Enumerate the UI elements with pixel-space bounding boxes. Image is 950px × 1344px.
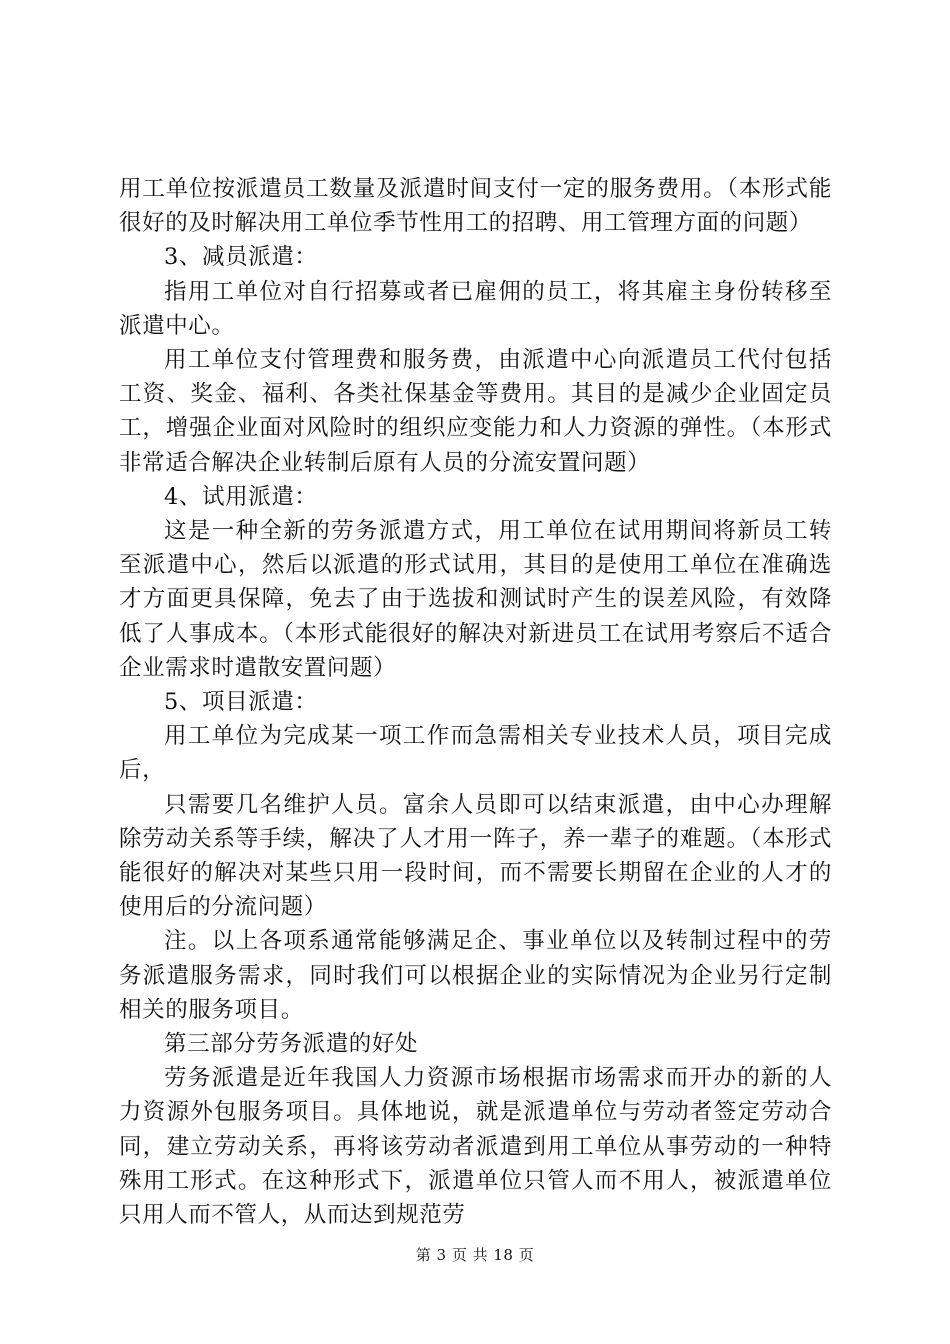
page-footer (0, 1244, 950, 1265)
heading-reduction-dispatch: 3、减员派遣： (164, 244, 318, 271)
page-number-label: 第 3 页 共 18 页 (415, 1246, 535, 1264)
heading-trial-dispatch: 4、试用派遣： (164, 483, 318, 510)
paragraph-1: 用工单位按派遣员工数量及派遣时间支付一定的服务费用。（本形式能很好的及时解决用工单位季节性用工的招聘、用工管理方面的问题） (119, 176, 832, 237)
paragraph-6: 这是一种全新的劳务派遣方式，用工单位在试用期间将新员工转至派遣中心，然后以派遣的形式试用，其目的是使用工单位在准确选才方面更具保障，免去了由于选拔和测试时产生的误差风险，有效降低了人事成本。（本形式能很好的解决对新进员工在试用考察后不适合企业需求时遣散安置问题） (119, 518, 832, 681)
paragraph-9: 只需要几名维护人员。富余人员即可以结束派遣，由中心办理解除劳动关系等手续，解决了人才用一阵子，养一辈子的难题。（本形式能很好的解决对某些只用一段时间，而不需要长期留在企业的人才的使用后的分流问题） (119, 791, 832, 921)
paragraph-12: 劳务派遣是近年我国人力资源市场根据市场需求而开办的新的人力资源外包服务项目。具体地说，就是派遣单位与劳动者签定劳动合同，建立劳动关系，再将该劳动者派遣到用工单位从事劳动的一种特殊用工形式。在这种形式下，派遣单位只管人而不用人，被派遣单位只用人而不管人，从而达到规范劳 (119, 1065, 832, 1229)
paragraph-8: 用工单位为完成某一项工作而急需相关专业技术人员，项目完成后， (119, 723, 832, 784)
document-body (119, 172, 832, 1232)
note-paragraph: 注。以上各项系通常能够满足企、事业单位以及转制过程中的劳务派遣服务需求，同时我们可以根据企业的实际情况为企业另行定制相关的服务项目。 (119, 928, 832, 1023)
paragraph-4: 用工单位支付管理费和服务费，由派遣中心向派遣员工代付包括工资、奖金、福利、各类社保基金等费用。其目的是减少企业固定员工，增强企业面对风险时的组织应变能力和人力资源的弹性。（本形式非常适合解决企业转制后原有人员的分流安置问题） (119, 347, 832, 476)
heading-project-dispatch: 5、项目派遣： (164, 689, 318, 716)
section-heading-part-three: 第三部分劳务派遣的好处 (164, 1031, 419, 1058)
paragraph-3: 指用工单位对自行招募或者已雇佣的员工，将其雇主身份转移至派遣中心。 (119, 278, 832, 339)
